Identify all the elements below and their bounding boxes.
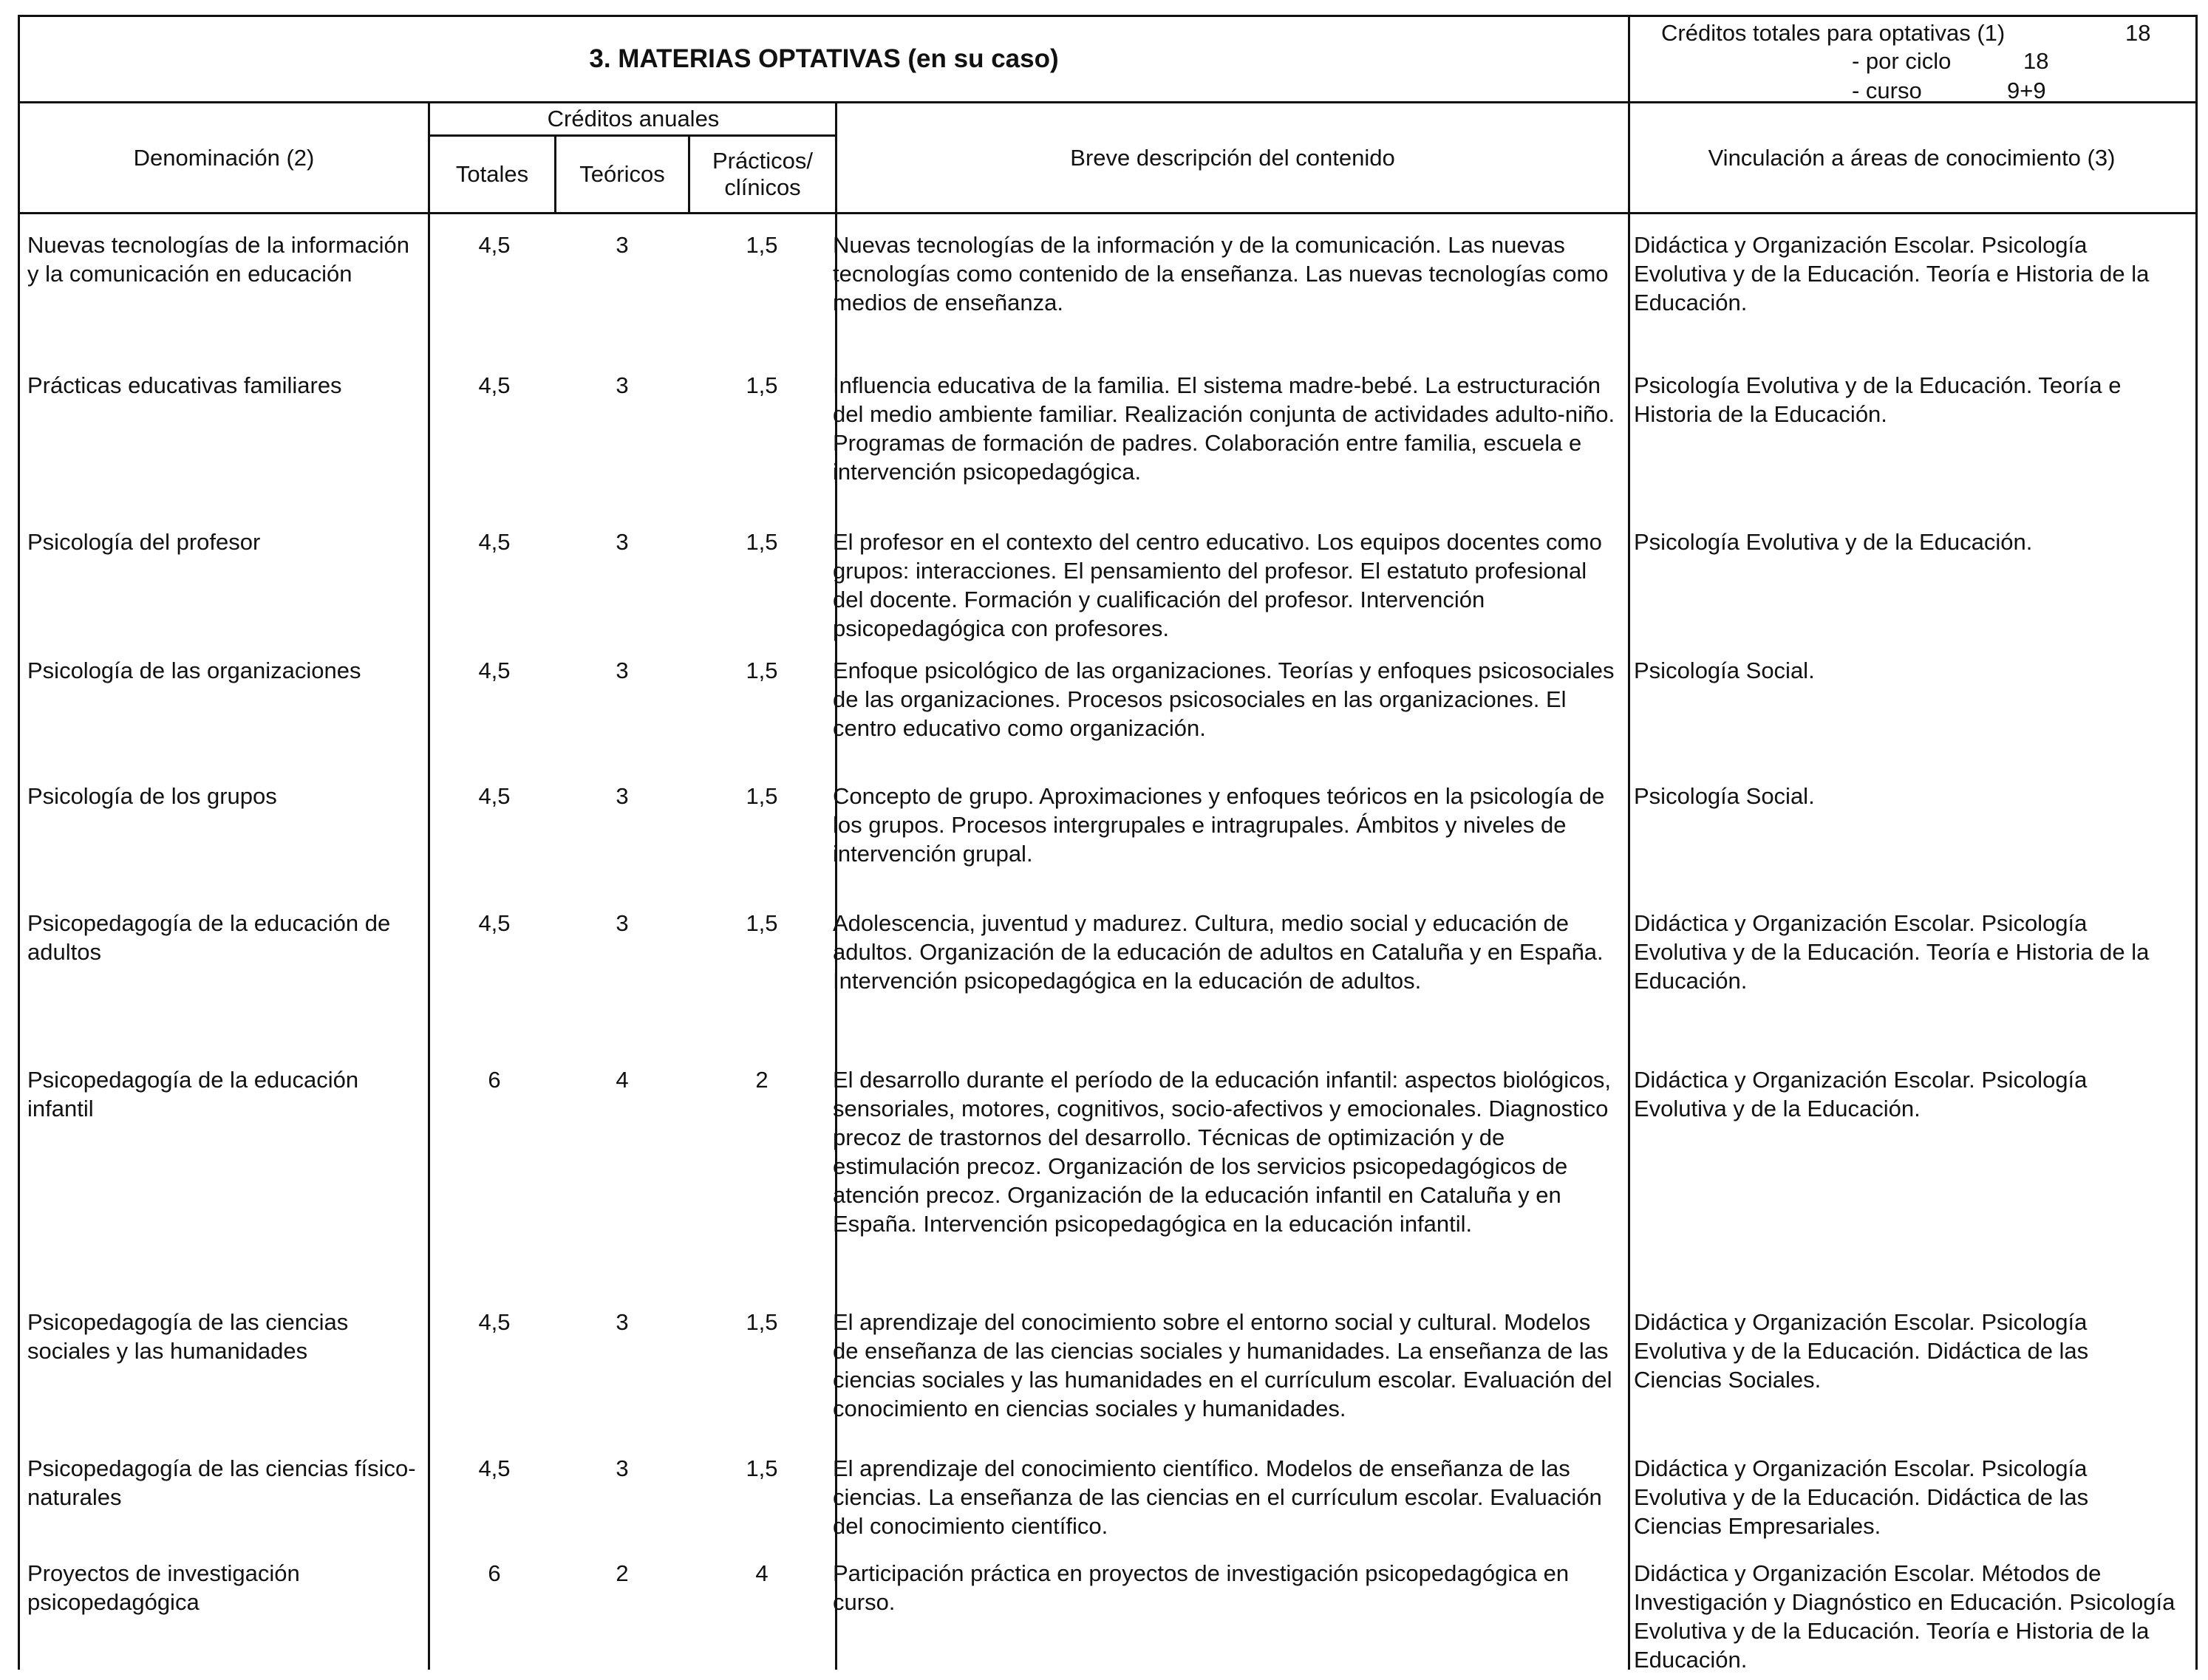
subject-description: El aprendizaje del conocimiento científico. Modelos de enseñanza de las ciencias. La enseñanza de las ciencias en el currículum escolar. Evaluación del conocimiento científico. xyxy=(833,1455,1602,1539)
subject-description: Adolescencia, juventud y madurez. Cultura, medio social y educación de adultos. Organización de la educación de adultos en Cataluña y en España. Intervención psicopedagógica en la educación de adultos. xyxy=(833,910,1604,994)
subject-description: El desarrollo durante el período de la educación infantil: aspectos biológicos, sensoriales, motores, cognitivos, socio-afectivos y emocionales. Diagnostico precoz de trastornos del desarrollo. Técnicas de optimización y de estimulación precoz. Organización de los servicios psicopedagógicos de atención precoz. Organización de la educación infantil en Cataluña y en España. Intervención psicopedagógica en la educación infantil. xyxy=(833,1067,1611,1237)
table-body xyxy=(18,214,2198,1673)
credits-total: 4,5 xyxy=(478,372,511,398)
credits-theory: 3 xyxy=(616,783,629,809)
subject-name: Psicopedagogía de las ciencias sociales y las humanidades xyxy=(27,1309,349,1364)
credits-theory: 3 xyxy=(616,658,629,683)
credits-practice: 1,5 xyxy=(746,1309,778,1335)
credits-practice: 1,5 xyxy=(746,372,778,398)
knowledge-areas: Psicología Social. xyxy=(1634,658,1815,683)
credits-total: 4,5 xyxy=(478,658,511,683)
credits-theory: 3 xyxy=(616,529,629,555)
per-cycle-value: 18 xyxy=(2023,48,2049,74)
knowledge-areas: Didáctica y Organización Escolar. Psicología Evolutiva y de la Educación. Didáctica de las Ciencias Empresariales. xyxy=(1634,1455,2089,1539)
subject-description: El aprendizaje del conocimiento sobre el entorno social y cultural. Modelos de enseñanza de las ciencias sociales y humanidades. La enseñanza de las ciencias sociales y las humanidades en el currículum escolar. Evaluación del conocimiento en ciencias sociales y humanidades. xyxy=(833,1309,1612,1421)
credits-practice: 1,5 xyxy=(746,232,778,258)
credits-total: 4,5 xyxy=(478,1309,511,1335)
title-block xyxy=(18,15,2198,103)
total-credits-label: Créditos totales para optativas (1) xyxy=(1661,20,2006,46)
header-descripcion: Breve descripción del contenido xyxy=(1070,144,1395,171)
knowledge-areas: Didáctica y Organización Escolar. Psicología Evolutiva y de la Educación. Teoría e Historia de la Educación. xyxy=(1634,232,2150,315)
credits-theory: 3 xyxy=(616,910,629,936)
subject-name: Psicología de las organizaciones xyxy=(27,658,361,683)
subject-name: Prácticas educativas familiares xyxy=(27,372,342,398)
credits-theory: 3 xyxy=(616,1309,629,1335)
subject-name: Nuevas tecnologías de la información y la comunicación en educación xyxy=(27,232,409,287)
subject-name: Psicología del profesor xyxy=(27,529,261,555)
per-course-label: - curso xyxy=(1852,78,1922,103)
subject-description: Participación práctica en proyectos de investigación psicopedagógica en curso. xyxy=(833,1560,1570,1615)
credits-practice: 1,5 xyxy=(746,783,778,809)
table-header xyxy=(18,103,2198,214)
total-credits-value: 18 xyxy=(2125,20,2151,46)
subject-description: Enfoque psicológico de las organizaciones. Teorías y enfoques psicosociales de las organizaciones. Procesos psicosociales en las organizaciones. El centro educativo como organización. xyxy=(833,658,1615,741)
per-cycle-label: - por ciclo xyxy=(1852,48,1952,74)
subject-description: Influencia educativa de la familia. El sistema madre-bebé. La estructuración del medio ambiente familiar. Realización conjunta de actividades adulto-niño. Programas de formación de padres. Colaboración entre familia, escuela e intervención psicopedagógica. xyxy=(833,372,1615,485)
credits-total: 6 xyxy=(488,1560,501,1586)
knowledge-areas: Didáctica y Organización Escolar. Psicología Evolutiva y de la Educación. xyxy=(1634,1067,2088,1121)
subject-name: Psicopedagogía de la educación infantil xyxy=(27,1067,359,1121)
knowledge-areas: Psicología Evolutiva y de la Educación. xyxy=(1634,529,2033,555)
subject-name: Psicología de los grupos xyxy=(27,783,277,809)
credits-summary xyxy=(1628,17,2195,101)
credits-theory: 3 xyxy=(616,372,629,398)
subject-name: Proyectos de investigación psicopedagógica xyxy=(27,1560,300,1615)
credits-theory: 3 xyxy=(616,1455,629,1481)
credits-theory: 4 xyxy=(616,1067,629,1093)
credits-total: 6 xyxy=(488,1067,501,1093)
credits-total: 4,5 xyxy=(478,1455,511,1481)
subject-name: Psicopedagogía de las ciencias físico-naturales xyxy=(27,1455,416,1510)
credits-total: 4,5 xyxy=(478,529,511,555)
subject-description: Nuevas tecnologías de la información y de la comunicación. Las nuevas tecnologías como contenido de la enseñanza. Las nuevas tecnologías como medios de enseñanza. xyxy=(833,232,1609,315)
knowledge-areas: Didáctica y Organización Escolar. Psicología Evolutiva y de la Educación. Teoría e Historia de la Educación. xyxy=(1634,910,2150,994)
knowledge-areas: Didáctica y Organización Escolar. Métodos de Investigación y Diagnóstico en Educación. Psicología Evolutiva y de la Educación. Teoría e Historia de la Educación. xyxy=(1634,1560,2175,1673)
credits-practice: 1,5 xyxy=(746,910,778,936)
knowledge-areas: Psicología Social. xyxy=(1634,783,1815,809)
credits-theory: 2 xyxy=(616,1560,629,1586)
subject-name: Psicopedagogía de la educación de adultos xyxy=(27,910,391,965)
credits-practice: 2 xyxy=(755,1067,769,1093)
header-practicos: Prácticos/ clínicos xyxy=(712,148,814,200)
subject-description: Concepto de grupo. Aproximaciones y enfoques teóricos en la psicología de los grupos. Procesos intergrupales e intragrupales. Ámbitos y niveles de intervención grupal. xyxy=(833,783,1605,867)
credits-practice: 4 xyxy=(755,1560,769,1586)
credits-practice: 1,5 xyxy=(746,658,778,683)
credits-practice: 1,5 xyxy=(746,1455,778,1481)
header-teoricos: Teóricos xyxy=(579,161,665,187)
header-totales: Totales xyxy=(455,161,529,187)
knowledge-areas: Didáctica y Organización Escolar. Psicología Evolutiva y de la Educación. Didáctica de las Ciencias Sociales. xyxy=(1634,1309,2089,1393)
header-vinculacion: Vinculación a áreas de conocimiento (3) xyxy=(1708,144,2116,171)
credits-theory: 3 xyxy=(616,232,629,258)
credits-practice: 1,5 xyxy=(746,529,778,555)
per-course-value: 9+9 xyxy=(2007,78,2046,103)
credits-total: 4,5 xyxy=(478,910,511,936)
header-denominacion: Denominación (2) xyxy=(133,144,315,171)
knowledge-areas: Psicología Evolutiva y de la Educación. Teoría e Historia de la Educación. xyxy=(1634,372,2122,427)
credits-total: 4,5 xyxy=(478,783,511,809)
credits-total: 4,5 xyxy=(478,232,511,258)
header-creditos-anuales: Créditos anuales xyxy=(547,106,720,132)
section-title: 3. MATERIAS OPTATIVAS (en su caso) xyxy=(589,44,1059,73)
document-sheet xyxy=(18,15,2198,1673)
subject-description: El profesor en el contexto del centro educativo. Los equipos docentes como grupos: interacciones. El pensamiento del profesor. El estatuto profesional del docente. Formación y cualificación del profesor. Intervención psicopedagógica con profesores. xyxy=(833,529,1602,641)
